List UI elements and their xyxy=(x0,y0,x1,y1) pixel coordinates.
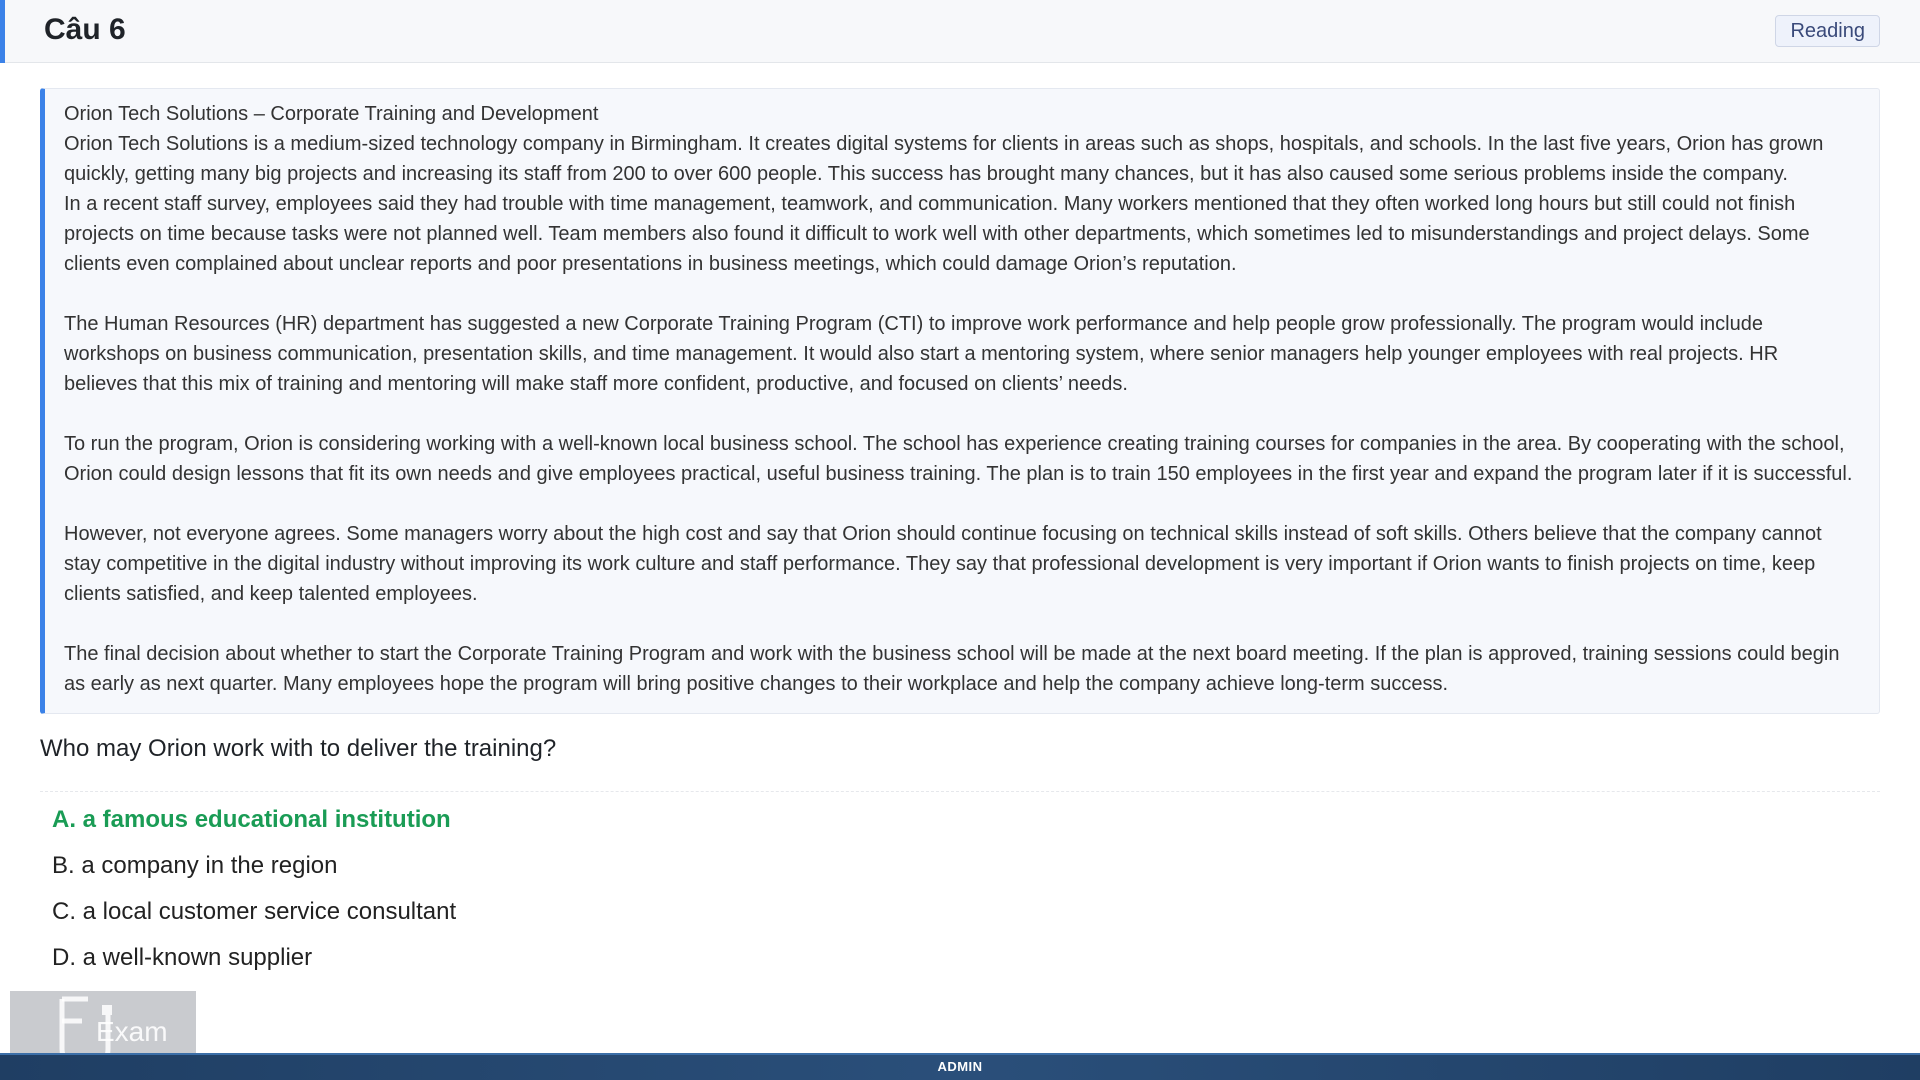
passage-paragraph: To run the program, Orion is considering working with a well-known local business school. The school has experience creating training courses for companies in the area. By cooperating with the school, Orion could design lessons that fit its own needs and give employees practical, useful business training. The plan is to train 150 employees in the first year and expand the program later if it is successful. xyxy=(64,433,1853,485)
question-number-title: Câu 6 xyxy=(44,13,126,46)
question-type-badge: Reading xyxy=(1775,15,1880,47)
passage-paragraph: Orion Tech Solutions is a medium-sized technology company in Birmingham. It creates digital systems for clients in areas such as shops, hospitals, and schools. In the last five years, Orion has grown quickly, getting many big projects and increasing its staff from 200 to over 600 people. This success has brought many chances, but it has also caused some serious problems inside the company. xyxy=(64,133,1824,185)
reading-passage xyxy=(40,88,1880,714)
answer-option-c[interactable]: C. a local customer service consultant xyxy=(52,898,457,925)
logo-text: Exam xyxy=(96,1016,168,1047)
passage-paragraph: The Human Resources (HR) department has suggested a new Corporate Training Program (CTI) to improve work performance and help people grow professionally. The program would include workshops on business communication, presentation skills, and time management. It would also start a mentoring system, where senior managers help younger employees with real projects. HR believes that this mix of training and mentoring will make staff more confident, productive, and focused on clients’ needs. xyxy=(64,313,1779,395)
footer-bar xyxy=(0,1053,1920,1080)
answer-options xyxy=(52,802,456,986)
question-divider xyxy=(40,791,1880,792)
question-text: Who may Orion work with to deliver the training? xyxy=(40,735,557,762)
answer-option-b[interactable]: B. a company in the region xyxy=(52,852,338,879)
header-accent-bar xyxy=(0,0,5,63)
passage-paragraph: The final decision about whether to start the Corporate Training Program and work with the business school will be made at the next board meeting. If the plan is approved, training sessions could begin as early as next quarter. Many employees hope the program will bring positive changes to their workplace and help the company achieve long-term success. xyxy=(64,643,1840,695)
passage-paragraph: However, not everyone agrees. Some managers worry about the high cost and say that Orion should continue focusing on technical skills instead of soft skills. Others believe that the company cannot stay competitive in the digital industry without improving its work culture and staff performance. They say that professional development is very important if Orion wants to finish projects on time, keep clients satisfied, and keep talented employees. xyxy=(64,523,1822,605)
passage-title: Orion Tech Solutions – Corporate Training and Development xyxy=(64,103,599,125)
answer-option-d[interactable]: D. a well-known supplier xyxy=(52,944,313,971)
passage-paragraph: In a recent staff survey, employees said they had trouble with time management, teamwork, and communication. Many workers mentioned that they often worked long hours but still could not finish projects on time because tasks were not planned well. Team members also found it difficult to work well with other departments, which sometimes led to misunderstandings and project delays. Some clients even complained about unclear reports and poor presentations in business meetings, which could damage Orion’s reputation. xyxy=(64,193,1810,275)
answer-option-a[interactable]: A. a famous educational institution xyxy=(52,806,451,833)
question-header xyxy=(0,0,1920,63)
footer-user-label: ADMIN xyxy=(937,1059,983,1074)
